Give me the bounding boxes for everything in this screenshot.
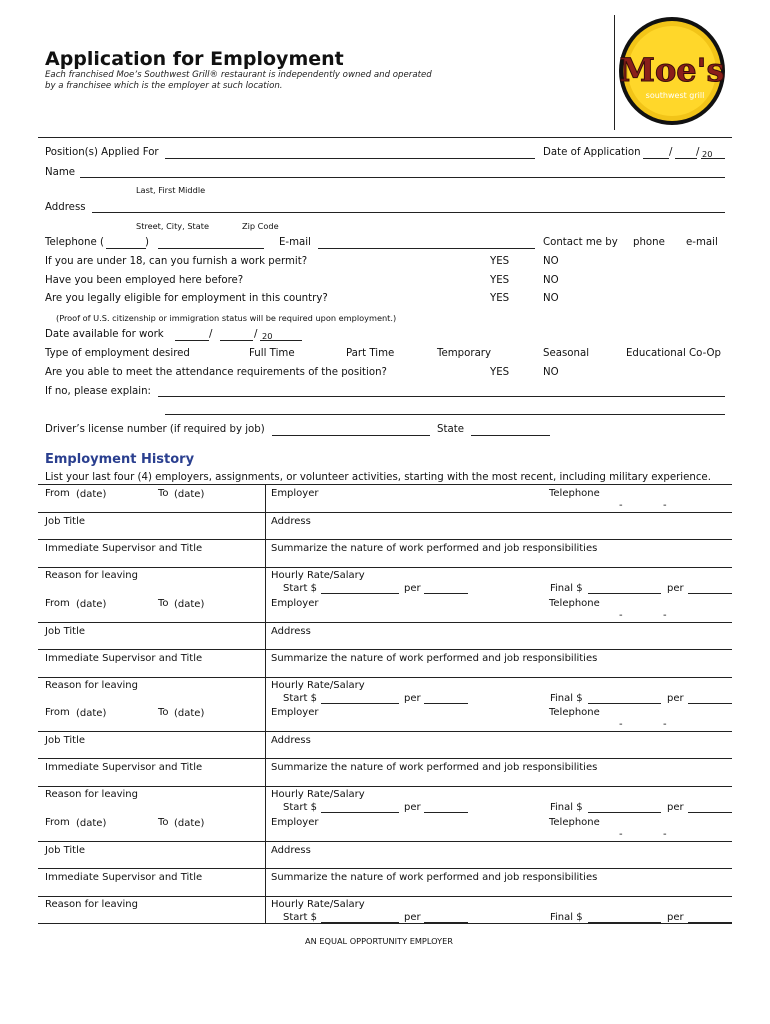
employer-2-supervisor-label: Immediate Supervisor and Title xyxy=(45,653,203,664)
eligible-question: Are you legally eligible for employment in this country? xyxy=(45,293,328,304)
telephone-label: Telephone ( xyxy=(45,237,104,248)
employer-3-supervisor-label: Immediate Supervisor and Title xyxy=(45,762,203,773)
employer-1-telephone-label: Telephone xyxy=(549,488,600,499)
employer-3-row-divider xyxy=(38,731,732,732)
employer-4-job-title-label: Job Title xyxy=(45,845,86,856)
contact-phone-option[interactable]: phone xyxy=(633,237,665,248)
employer-4-column-divider xyxy=(265,813,266,923)
employer-4-start-rate-label: Start $ xyxy=(283,912,317,923)
name-input[interactable] xyxy=(80,177,725,178)
employer-2-employer-label: Employer xyxy=(271,598,319,609)
employer-4-row-divider xyxy=(38,868,732,869)
employer-4-start-per-label: per xyxy=(404,912,421,923)
employer-3-row-divider xyxy=(38,758,732,759)
employer-1-phone-dash-1: - xyxy=(619,500,623,511)
date-year-prefix: 20 xyxy=(702,149,713,159)
employer-3-start-rate-label: Start $ xyxy=(283,802,317,813)
positions-label: Position(s) Applied For xyxy=(45,147,159,158)
employer-1-reason-label: Reason for leaving xyxy=(45,570,138,581)
work-permit-question: If you are under 18, can you furnish a work permit? xyxy=(45,256,308,267)
employer-3-row-divider xyxy=(38,786,732,787)
telephone-close: ) xyxy=(145,237,149,248)
date-of-application-label: Date of Application xyxy=(543,147,641,158)
date-year-input[interactable] xyxy=(701,158,725,159)
employer-3-from-date-hint: (date) xyxy=(76,708,107,719)
employer-3-phone-dash-1: - xyxy=(619,719,623,730)
logo-tagline: southwest grill xyxy=(645,91,705,100)
explain-input-1[interactable] xyxy=(158,396,725,397)
employer-3-start-rate-input[interactable] xyxy=(321,812,399,813)
employer-1-start-per-label: per xyxy=(404,583,421,594)
moes-logo-graphic xyxy=(617,15,727,127)
employer-3-summarize-label: Summarize the nature of work performed and job responsibilities xyxy=(271,762,598,773)
type-full-time[interactable]: Full Time xyxy=(249,348,295,359)
employer-2-row-divider xyxy=(38,649,732,650)
type-desired-label: Type of employment desired xyxy=(45,348,190,359)
attendance-question: Are you able to meet the attendance requirements of the position? xyxy=(45,367,387,378)
type-part-time[interactable]: Part Time xyxy=(346,348,395,359)
employer-2-final-rate-input[interactable] xyxy=(588,703,661,704)
type-seasonal[interactable]: Seasonal xyxy=(543,348,590,359)
moes-logo xyxy=(617,15,727,127)
employer-4-hourly-rate-label: Hourly Rate/Salary xyxy=(271,899,365,910)
contact-email-option[interactable]: e-mail xyxy=(686,237,718,248)
employed-before-no[interactable]: NO xyxy=(543,275,559,286)
available-month-input[interactable] xyxy=(175,340,209,341)
employer-4-row-divider xyxy=(38,896,732,897)
state-input[interactable] xyxy=(471,435,550,436)
available-year-input[interactable] xyxy=(260,340,302,341)
employer-1-start-per-input[interactable] xyxy=(424,593,468,594)
employer-2-row-divider xyxy=(38,622,732,623)
proof-note: (Proof of U.S. citizenship or immigration status will be required upon employment.) xyxy=(56,313,397,323)
employer-1-from-label: From xyxy=(45,488,70,499)
employer-4-supervisor-label: Immediate Supervisor and Title xyxy=(45,872,203,883)
employer-4-address-label: Address xyxy=(271,845,311,856)
employer-4-from-label: From xyxy=(45,817,70,828)
employer-1-row-divider xyxy=(38,539,732,540)
date-day-input[interactable] xyxy=(675,158,697,159)
employer-1-column-divider xyxy=(265,484,266,594)
employment-history-heading: Employment History xyxy=(45,452,195,467)
employer-1-final-rate-label: Final $ xyxy=(550,583,583,594)
employer-3-address-label: Address xyxy=(271,735,311,746)
employer-2-to-date-hint: (date) xyxy=(174,599,205,610)
page-title: Application for Employment xyxy=(45,48,344,70)
employer-1-final-per-label: per xyxy=(667,583,684,594)
employer-4-summarize-label: Summarize the nature of work performed and job responsibilities xyxy=(271,872,598,883)
employer-3-to-date-hint: (date) xyxy=(174,708,205,719)
available-day-input[interactable] xyxy=(220,340,253,341)
employer-1-address-label: Address xyxy=(271,516,311,527)
positions-input[interactable] xyxy=(165,158,535,159)
logo-text: Moe's xyxy=(619,51,725,89)
employer-1-row-divider xyxy=(38,567,732,568)
contact-me-by-label: Contact me by xyxy=(543,237,618,248)
employer-2-address-label: Address xyxy=(271,626,311,637)
employer-2-final-per-input[interactable] xyxy=(688,703,732,704)
area-code-input[interactable] xyxy=(106,248,146,249)
employer-2-to-label: To xyxy=(158,598,169,609)
employer-4-reason-label: Reason for leaving xyxy=(45,899,138,910)
zip-hint: Zip Code xyxy=(242,221,279,231)
available-year-prefix: 20 xyxy=(262,331,273,341)
employer-1-final-per-input[interactable] xyxy=(688,593,732,594)
employer-1-to-date-hint: (date) xyxy=(174,489,205,500)
employer-2-final-per-label: per xyxy=(667,693,684,704)
employer-1-summarize-label: Summarize the nature of work performed and job responsibilities xyxy=(271,543,598,554)
employer-1-employer-label: Employer xyxy=(271,488,319,499)
employer-3-from-label: From xyxy=(45,707,70,718)
employer-2-from-date-hint: (date) xyxy=(76,599,107,610)
address-input[interactable] xyxy=(92,212,725,213)
if-no-label: If no, please explain: xyxy=(45,386,151,397)
employer-1-start-rate-input[interactable] xyxy=(321,593,399,594)
employer-3-to-label: To xyxy=(158,707,169,718)
attendance-yes[interactable]: YES xyxy=(490,367,510,378)
date-available-label: Date available for work xyxy=(45,329,164,340)
employer-4-to-date-hint: (date) xyxy=(174,818,205,829)
employer-4-telephone-label: Telephone xyxy=(549,817,600,828)
name-hint: Last, First Middle xyxy=(136,185,206,195)
employed-before-yes[interactable]: YES xyxy=(490,275,510,286)
header-divider xyxy=(614,15,615,130)
employer-2-telephone-label: Telephone xyxy=(549,598,600,609)
eligible-no[interactable]: NO xyxy=(543,293,559,304)
employer-4-final-rate-label: Final $ xyxy=(550,912,583,923)
work-permit-yes[interactable]: YES xyxy=(490,256,510,267)
employer-4-phone-dash-2: - xyxy=(663,829,667,840)
employer-1-to-label: To xyxy=(158,488,169,499)
drivers-license-label: Driver’s license number (if required by job) xyxy=(45,424,265,435)
employer-1-start-rate-label: Start $ xyxy=(283,583,317,594)
employer-3-phone-dash-2: - xyxy=(663,719,667,730)
employer-4-from-date-hint: (date) xyxy=(76,818,107,829)
employer-3-employer-label: Employer xyxy=(271,707,319,718)
employer-2-job-title-label: Job Title xyxy=(45,626,86,637)
employment-intro: List your last four (4) employers, assignments, or volunteer activities, starting with the most recent, including military experience. xyxy=(45,472,711,483)
employer-3-final-per-input[interactable] xyxy=(688,812,732,813)
email-input[interactable] xyxy=(318,248,535,249)
employer-2-start-rate-input[interactable] xyxy=(321,703,399,704)
employer-1-from-date-hint: (date) xyxy=(76,489,107,500)
employer-2-start-per-input[interactable] xyxy=(424,703,468,704)
employer-2-start-per-label: per xyxy=(404,693,421,704)
eligible-yes[interactable]: YES xyxy=(490,293,510,304)
employer-1-job-title-label: Job Title xyxy=(45,516,86,527)
employer-3-job-title-label: Job Title xyxy=(45,735,86,746)
employer-3-start-per-input[interactable] xyxy=(424,812,468,813)
employer-1-row-divider xyxy=(38,512,732,513)
employer-1-phone-dash-2: - xyxy=(663,500,667,511)
employer-2-row-divider xyxy=(38,677,732,678)
employer-3-telephone-label: Telephone xyxy=(549,707,600,718)
employer-3-final-rate-input[interactable] xyxy=(588,812,661,813)
address-label: Address xyxy=(45,202,86,213)
employer-3-final-rate-label: Final $ xyxy=(550,802,583,813)
employer-4-to-label: To xyxy=(158,817,169,828)
employer-4-final-per-label: per xyxy=(667,912,684,923)
employer-3-hourly-rate-label: Hourly Rate/Salary xyxy=(271,789,365,800)
telephone-input[interactable] xyxy=(158,248,264,249)
employer-2-final-rate-label: Final $ xyxy=(550,693,583,704)
work-permit-no[interactable]: NO xyxy=(543,256,559,267)
employer-2-reason-label: Reason for leaving xyxy=(45,680,138,691)
employer-2-start-rate-label: Start $ xyxy=(283,693,317,704)
employer-1-hourly-rate-label: Hourly Rate/Salary xyxy=(271,570,365,581)
subtitle-line-1: Each franchised Moe’s Southwest Grill® restaurant is independently owned and operated xyxy=(45,70,432,80)
employer-3-column-divider xyxy=(265,703,266,813)
drivers-license-input[interactable] xyxy=(272,435,430,436)
employer-2-from-label: From xyxy=(45,598,70,609)
employer-3-start-per-label: per xyxy=(404,802,421,813)
street-hint: Street, City, State xyxy=(136,221,210,231)
employer-1-supervisor-label: Immediate Supervisor and Title xyxy=(45,543,203,554)
employed-before-question: Have you been employed here before? xyxy=(45,275,244,286)
employer-4-row-divider xyxy=(38,841,732,842)
employer-3-final-per-label: per xyxy=(667,802,684,813)
attendance-no[interactable]: NO xyxy=(543,367,559,378)
type-temporary[interactable]: Temporary xyxy=(437,348,492,359)
equal-opportunity-footer: AN EQUAL OPPORTUNITY EMPLOYER xyxy=(305,936,454,946)
type-educational-coop[interactable]: Educational Co-Op xyxy=(626,348,722,359)
employer-2-hourly-rate-label: Hourly Rate/Salary xyxy=(271,680,365,691)
employer-3-reason-label: Reason for leaving xyxy=(45,789,138,800)
header-rule xyxy=(38,137,732,138)
employer-2-column-divider xyxy=(265,594,266,704)
explain-input-2[interactable] xyxy=(165,414,725,415)
state-label: State xyxy=(437,424,464,435)
table-top-rule xyxy=(38,484,732,485)
name-label: Name xyxy=(45,167,76,178)
email-label: E-mail xyxy=(279,237,311,248)
subtitle-line-2: by a franchisee which is the employer at such location. xyxy=(45,81,283,91)
employer-4-employer-label: Employer xyxy=(271,817,319,828)
table-bottom-rule xyxy=(38,923,732,924)
employer-2-summarize-label: Summarize the nature of work performed and job responsibilities xyxy=(271,653,598,664)
employer-1-final-rate-input[interactable] xyxy=(588,593,661,594)
employer-4-phone-dash-1: - xyxy=(619,829,623,840)
employer-2-phone-dash-1: - xyxy=(619,610,623,621)
employer-2-phone-dash-2: - xyxy=(663,610,667,621)
date-month-input[interactable] xyxy=(643,158,669,159)
